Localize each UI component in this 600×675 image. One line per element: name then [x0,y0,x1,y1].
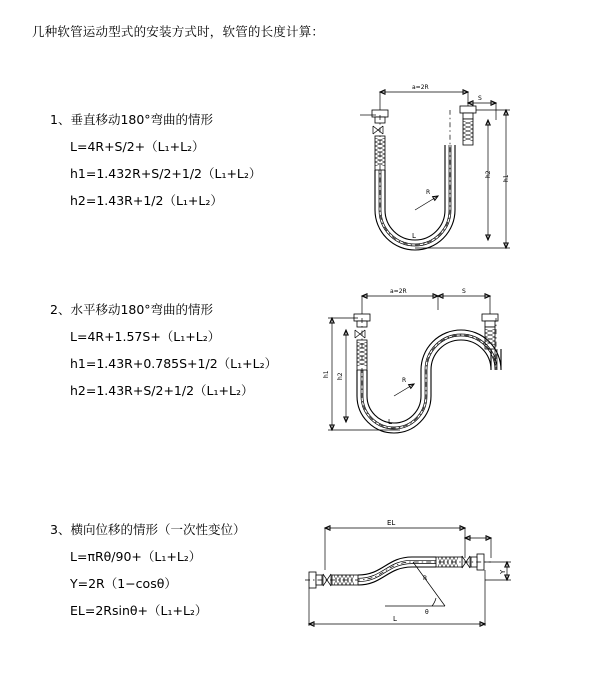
case-3-formula-1: L=πRθ/90+（L₁+L₂） [70,549,202,564]
case-1-text [50,110,340,218]
case-3-formula-3: EL=2Rsinθ+（L₁+L₂） [70,603,208,618]
case-2-text [50,300,340,408]
case-3-label-theta: θ [425,609,429,616]
case-2-formula-3: h2=1.43R+S/2+1/2（L₁+L₂） [70,383,254,398]
case-3-label-el: EL [387,519,396,527]
case-1-formula-3: h2=1.43R+1/2（L₁+L₂） [70,193,223,208]
case-1-label-h2: h2 [485,170,492,178]
case-3-label-l: L [393,615,397,623]
page-title: 几种软管运动型式的安装方式时，软管的长度计算： [32,24,325,39]
case-2-diagram [310,278,540,453]
case-1-label-r: R [426,189,431,196]
case-2-formula-2: h1=1.43R+0.785S+1/2（L₁+L₂） [70,356,278,371]
case-1-label-a: a=2R [412,84,429,91]
case-2-label-r: R [402,377,407,384]
case-1-formula-1: L=4R+S/2+（L₁+L₂） [70,139,205,154]
case-2-label-h1: h1 [323,370,330,378]
case-2-title: 2、水平移动180°弯曲的情形 [50,302,214,317]
case-2-label-h2: h2 [337,372,344,380]
case-3-diagram [295,510,535,640]
case-2-formula-1: L=4R+1.57S+（L₁+L₂） [70,329,221,344]
case-1-label-s: S [478,95,482,102]
case-3-label-y: Y [499,569,507,574]
case-3-title: 3、横向位移的情形（一次性变位） [50,522,246,537]
case-1-figure [320,70,540,270]
case-2-label-s: S [462,288,466,295]
case-1-title: 1、垂直移动180°弯曲的情形 [50,112,214,127]
case-1-formula-2: h1=1.432R+S/2+1/2（L₁+L₂） [70,166,262,181]
case-2-label-l: L [388,418,392,426]
case-2-figure [310,278,540,453]
case-3-formula-2: Y=2R（1−cosθ） [70,576,177,591]
case-1-label-l: L [412,232,416,240]
case-1-label-h1: h1 [503,174,510,182]
case-1-diagram [320,70,540,270]
case-3-label-r: R [423,575,428,582]
case-2-label-a: a=2R [390,288,407,295]
case-3-figure [295,510,535,640]
